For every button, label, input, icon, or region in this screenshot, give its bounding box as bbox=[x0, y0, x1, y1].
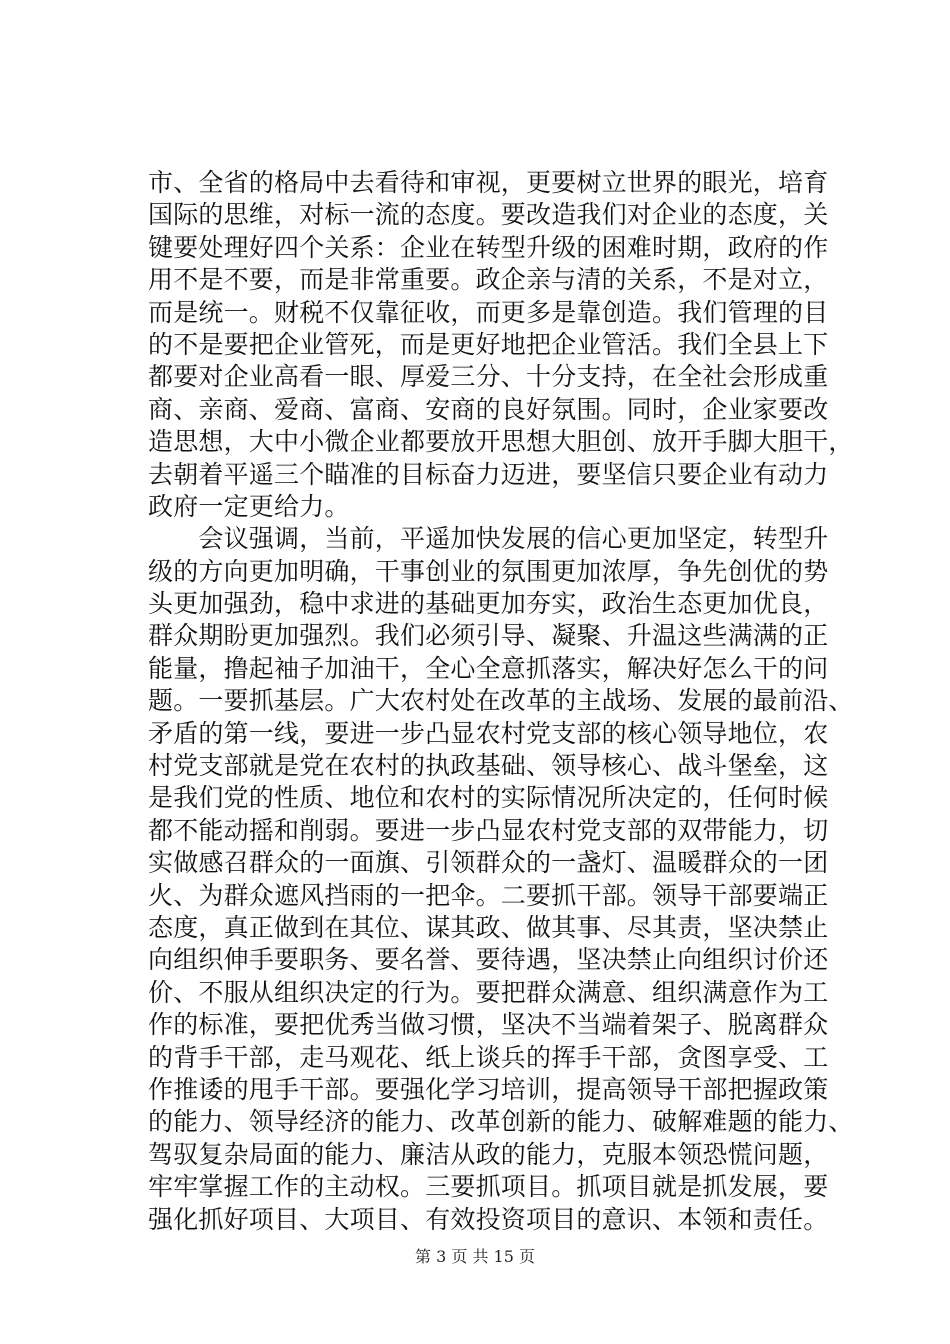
text-line: 作的标准，要把优秀当做习惯，坚决不当端着架子、脱离群众 bbox=[148, 1010, 829, 1040]
text-line: 的不是要把企业管死，而是更好地把企业管活。我们全县上下 bbox=[148, 329, 829, 359]
text-line: 群众期盼更加强烈。我们必须引导、凝聚、升温这些满满的正 bbox=[148, 621, 829, 651]
text-line: 国际的思维，对标一流的态度。要改造我们对企业的态度，关 bbox=[148, 200, 829, 230]
text-line: 能量，撸起袖子加油干，全心全意抓落实，解决好怎么干的问 bbox=[148, 653, 829, 683]
text-line: 用不是不要，而是非常重要。政企亲与清的关系，不是对立， bbox=[148, 265, 829, 295]
body-text bbox=[148, 167, 868, 1236]
text-line: 会议强调，当前，平遥加快发展的信心更加坚定，转型升 bbox=[148, 524, 829, 554]
text-line: 作推诿的甩手干部。要强化学习培训，提高领导干部把握政策 bbox=[148, 1074, 829, 1104]
text-line: 态度，真正做到在其位、谋其政、做其事、尽其责，坚决禁止 bbox=[148, 912, 829, 942]
text-line: 造思想，大中小微企业都要放开思想大胆创、放开手脚大胆干， bbox=[148, 427, 854, 457]
text-line: 题。一要抓基层。广大农村处在改革的主战场、发展的最前沿、 bbox=[148, 686, 854, 716]
text-line: 的能力、领导经济的能力、改革创新的能力、破解难题的能力、 bbox=[148, 1107, 854, 1137]
text-line: 是我们党的性质、地位和农村的实际情况所决定的，任何时候 bbox=[148, 783, 829, 813]
text-line: 市、全省的格局中去看待和审视，更要树立世界的眼光，培育 bbox=[148, 168, 829, 197]
text-line: 价、不服从组织决定的行为。要把群众满意、组织满意作为工 bbox=[148, 977, 829, 1007]
text-line: 的背手干部，走马观花、纸上谈兵的挥手干部，贪图享受、工 bbox=[148, 1042, 829, 1072]
text-line: 驾驭复杂局面的能力、廉洁从政的能力，克服本领恐慌问题， bbox=[148, 1139, 829, 1169]
text-line: 村党支部就是党在农村的执政基础、领导核心、战斗堡垒，这 bbox=[148, 751, 829, 781]
text-line: 火、为群众遮风挡雨的一把伞。二要抓干部。领导干部要端正 bbox=[148, 880, 829, 910]
text-line: 头更加强劲，稳中求进的基础更加夯实，政治生态更加优良， bbox=[148, 589, 829, 619]
text-line: 向组织伸手要职务、要名誉、要待遇，坚决禁止向组织讨价还 bbox=[148, 945, 829, 975]
text-line: 级的方向更加明确，干事创业的氛围更加浓厚，争先创优的势 bbox=[148, 556, 829, 586]
text-line: 强化抓好项目、大项目、有效投资项目的意识、本领和责任。 bbox=[148, 1204, 829, 1234]
text-line: 键要处理好四个关系：企业在转型升级的困难时期，政府的作 bbox=[148, 232, 829, 262]
page-number-label: 第 3 页 共 15 页 bbox=[415, 1247, 535, 1266]
text-line: 矛盾的第一线，要进一步凸显农村党支部的核心领导地位，农 bbox=[148, 718, 829, 748]
text-line: 而是统一。财税不仅靠征收，而更多是靠创造。我们管理的目 bbox=[148, 297, 829, 327]
text-line: 实做感召群众的一面旗、引领群众的一盏灯、温暖群众的一团 bbox=[148, 848, 829, 878]
text-line: 都要对企业高看一眼、厚爱三分、十分支持，在全社会形成重 bbox=[148, 362, 829, 392]
text-line: 都不能动摇和削弱。要进一步凸显农村党支部的双带能力，切 bbox=[148, 815, 829, 845]
text-line: 政府一定更给力。 bbox=[148, 491, 350, 521]
page-footer bbox=[0, 1244, 950, 1267]
text-line: 牢牢掌握工作的主动权。三要抓项目。抓项目就是抓发展，要 bbox=[148, 1172, 829, 1202]
text-line: 商、亲商、爱商、富商、安商的良好氛围。同时，企业家要改 bbox=[148, 394, 829, 424]
text-line: 去朝着平遥三个瞄准的目标奋力迈进，要坚信只要企业有动力 bbox=[148, 459, 829, 489]
